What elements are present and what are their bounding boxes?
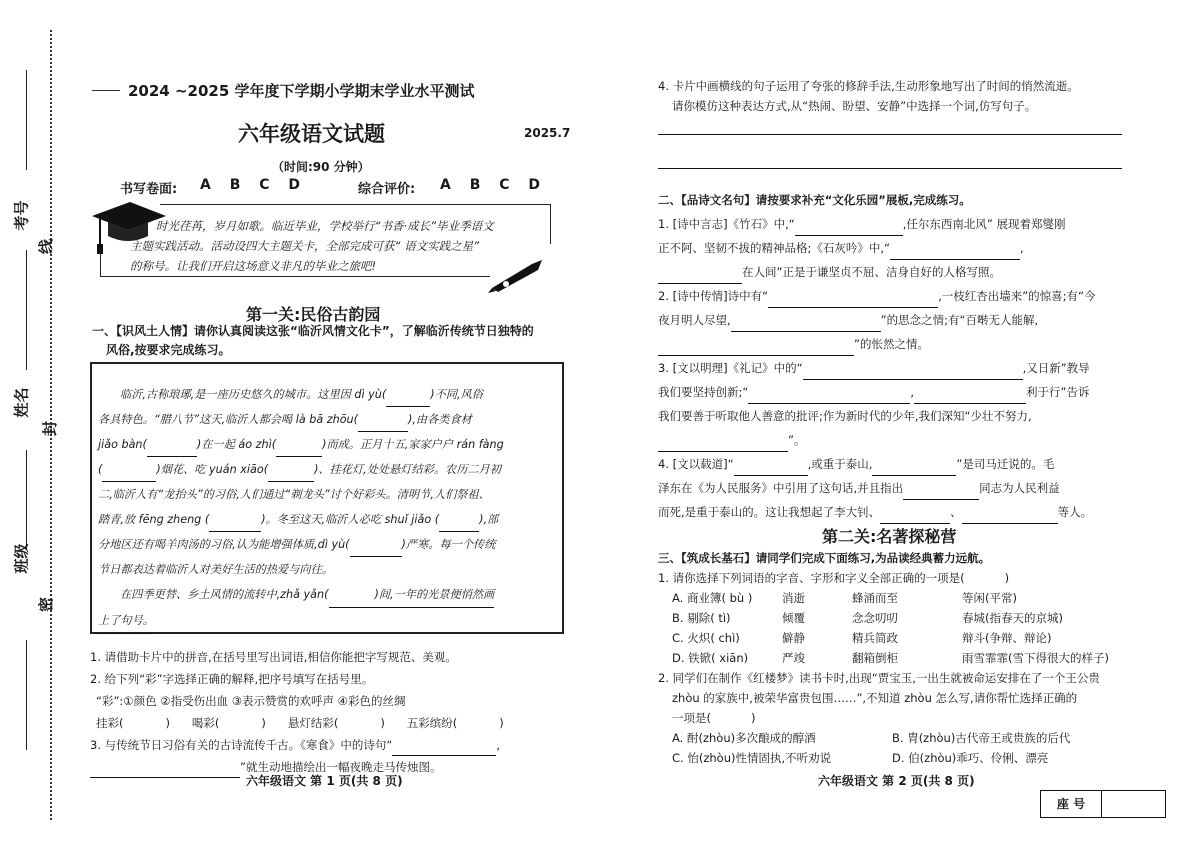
option-cell: 翻箱倒柜 — [852, 651, 898, 665]
option-cell: 念念叨叨 — [852, 611, 898, 625]
binding-seal-char: 密 — [37, 596, 56, 613]
exam-time-note: （时间:90 分钟） — [272, 160, 370, 174]
option-cell: 春城(指春天的京城) — [962, 611, 1063, 625]
writing-line[interactable] — [658, 168, 1122, 169]
intro-box-top — [160, 204, 550, 205]
intro-box-right — [550, 204, 551, 244]
subject-title: 六年级语文试题 — [238, 122, 385, 146]
class-label: 班级 — [12, 543, 31, 574]
question-3-2-line: 2. 同学们在制作《红楼梦》读书卡时,出现“贾宝玉,一出生就被命运安排在了一个王公贵 — [658, 671, 1100, 685]
intro-box-bottom — [100, 276, 490, 277]
binding-seal-char: 封 — [41, 420, 60, 437]
poetry-item: 3. [文以明理]《礼记》中的“ ,又日新”教导 — [658, 356, 1148, 380]
overall-score-grades: A B C D — [440, 177, 541, 193]
card-line: 各具特色。“腊八节”这天,临沂人都会喝 là bā zhōu( ),由各类食材 — [98, 407, 556, 432]
section2-title: 第二关:名著探秘营 — [822, 527, 957, 546]
option-cell: B. 胄(zhòu)古代帝王或贵族的后代 — [892, 731, 1071, 745]
question-4-line: 4. 卡片中画横线的句子运用了夸张的修辞手法,生动形象地写出了时间的悄然流逝。 — [658, 79, 1079, 93]
poetry-item: ”。 — [658, 428, 1148, 452]
answer-blank[interactable] — [350, 556, 402, 557]
poetry-item: ”的怅然之情。 — [658, 332, 1148, 356]
question1-intro — [92, 322, 562, 359]
question-3-2-line: zhòu 的家族中,被荣华富贵包围……”,不知道 zhòu 怎么写,请你帮忙选择正确的 — [672, 691, 1078, 705]
card-line: 节日都表达着临沂人对美好生活的热爱与向往。 — [98, 563, 333, 576]
option-cell: 严竣 — [782, 651, 805, 665]
page1-questions — [90, 646, 570, 778]
binding-solid-line — [26, 640, 27, 750]
option-cell: 精兵简政 — [852, 631, 898, 645]
poetry-item: 1. [诗中言志]《竹石》中,“ ,任尔东西南北风” 展现着郑燮刚 — [658, 212, 1148, 236]
option-cell: A. 酎(zhòu)多次酿成的醇酒 — [672, 731, 816, 745]
question-3-2-line: 一项是( ) — [672, 711, 756, 725]
card-line: 在四季更替、乡土风情的流转中,zhǎ yǎn( )间,一年的光景便悄然画 — [98, 582, 556, 608]
option-cell: D. 伯(zhòu)乖巧、伶俐、漂亮 — [892, 751, 1049, 765]
exam-title: 2024 ~2025 学年度下学期小学期末学业水平测试 — [128, 82, 475, 100]
intro-line: 时光荏苒，岁月如歌。临近毕业，学校举行“书香·成长”毕业季语文 — [156, 219, 494, 233]
answer-blank[interactable] — [962, 523, 1058, 524]
option-cell: D. 铁锨( xiān) — [672, 651, 749, 665]
option-cell: 倾覆 — [782, 611, 805, 625]
card-line: 二,临沂人有“龙抬头”的习俗,人们通过“剃龙头”讨个好彩头。清明节,人们祭祖、 — [98, 488, 490, 501]
card-line: 踏青,放 fēng zheng ( )。冬至这天,临沂人必吃 shuǐ jiǎo ( ),部 — [98, 507, 556, 532]
writing-line[interactable] — [658, 134, 1122, 135]
poetry-section — [658, 188, 1148, 524]
writing-score-label: 书写卷面: — [120, 182, 178, 197]
poetry-item: 在人间”正是于谦坚贞不屈、洁身自好的人格写照。 — [658, 260, 1148, 284]
intro-line: 主题实践活动。活动设四大主题关卡，全部完成可获“ 语文实践之星” — [130, 239, 480, 253]
binding-solid-line — [26, 250, 27, 370]
poetry-item: 我们要善于听取他人善意的批评;作为新时代的少年,我们深知“少壮不努力, — [658, 409, 1032, 423]
binding-solid-line — [26, 70, 27, 170]
binding-solid-line — [26, 450, 27, 550]
option-cell: 雨雪霏霏(雪下得很大的样子) — [962, 651, 1109, 665]
answer-blank[interactable] — [90, 777, 240, 778]
binding-seal-char: 线 — [37, 238, 56, 255]
option-cell: 等闲(平常) — [962, 591, 1017, 605]
classics-section — [658, 548, 1158, 768]
q32-options — [658, 728, 1158, 768]
exam-number-label: 考号 — [12, 200, 31, 231]
option-cell: C. 怡(zhòu)性情固执,不听劝说 — [672, 751, 832, 765]
poetry-item: 夜月明人尽望, ”的思念之情;有“百啭无人能解, — [658, 308, 1148, 332]
question-2-items: 挂彩( ) 喝彩( ) 悬灯结彩( ) 五彩缤纷( ) — [96, 716, 504, 730]
option-cell: 蜂涌而至 — [852, 591, 898, 605]
option-cell: 辩斗(争辩、辩论) — [962, 631, 1052, 645]
culture-card-text — [98, 382, 556, 634]
title-dash — [92, 90, 120, 91]
seat-number-label: 座 号 — [1041, 791, 1102, 817]
card-line: 分地区还有喝羊肉汤的习俗,认为能增强体质,dì yù( )严寒。每一个传统 — [98, 532, 556, 557]
intro-line: 的称号。让我们开启这场意义非凡的毕业之旅吧! — [130, 259, 377, 273]
underlined-sentence: 上了句号。 — [98, 608, 154, 634]
question-3-cont: ”就生动地描绘出一幅夜晚走马传烛图。 — [90, 756, 570, 778]
card-line: jiǎo bàn( )在一起 áo zhì( )而成。正月十五,家家户户 rán fàng — [98, 432, 556, 457]
question-1: 1. 请借助卡片中的拼音,在括号里写出词语,相信你能把字写规范、美观。 — [90, 650, 457, 664]
poetry-item: 2. [诗中传情]诗中有“ ,一枝红杏出墙来”的惊喜;有“今 — [658, 284, 1148, 308]
option-cell: C. 火炽( chì) — [672, 631, 740, 645]
question-4 — [658, 76, 1148, 116]
writing-score-grades: A B C D — [200, 177, 301, 193]
question1-intro-line: 风俗,按要求完成练习。 — [106, 342, 231, 357]
underlined-sentence: )间,一年的光景便悄然画 — [375, 582, 495, 608]
poetry-item: 正不阿、坚韧不拔的精神品格;《石灰吟》中,“ , — [658, 236, 1148, 260]
page2-footer: 六年级语文 第 2 页(共 8 页) — [818, 774, 975, 788]
option-cell: A. 商业簿( bù ) — [672, 591, 753, 605]
seat-number-box — [1040, 790, 1166, 818]
page1-footer: 六年级语文 第 1 页(共 8 页) — [246, 774, 403, 788]
poetry-item: 泽东在《为人民服务》中引用了这句话,并且指出 同志为人民利益 — [658, 476, 1148, 500]
option-cell: 消逝 — [782, 591, 805, 605]
card-line — [98, 608, 556, 634]
intro-box-left — [100, 250, 101, 276]
option-cell: B. 剔除( tì) — [672, 611, 731, 625]
question-4-line: 请你模仿这种表达方式,从“热闹、盼望、安静”中选择一个词,仿写句子。 — [672, 99, 1037, 113]
card-line: ( )烟花、吃 yuán xiāo( )、挂花灯,处处悬灯结彩。农历二月初 — [98, 457, 556, 482]
option-cell: 僻静 — [782, 631, 805, 645]
name-label: 姓名 — [12, 387, 31, 418]
q31-options — [658, 588, 1158, 668]
answer-blank[interactable] — [329, 607, 375, 608]
poetry-item: 4. [文以载道]“ ,或重于泰山, ”是司马迁说的。毛 — [658, 452, 1148, 476]
pen-icon — [486, 254, 552, 294]
overall-score-label: 综合评价: — [358, 182, 416, 197]
card-line: 临沂,古称琅琊,是一座历史悠久的城市。这里因 dì yù( )不同,风俗 — [98, 382, 556, 407]
question-2: 2. 给下列“彩”字选择正确的解释,把序号填写在括号里。 — [90, 672, 374, 686]
exam-date: 2025.7 — [524, 126, 571, 140]
section-2-intro: 二、【品诗文名句】请按要求补充“文化乐园”展板,完成练习。 — [658, 193, 971, 207]
question-3-1: 1. 请你选择下列词语的字音、字形和字义全部正确的一项是( ) — [658, 571, 1010, 585]
poetry-item: 我们要坚持创新;“ , 利于行”告诉 — [658, 380, 1148, 404]
section1-title: 第一关:民俗古韵园 — [246, 305, 381, 324]
seat-number-field[interactable] — [1102, 791, 1165, 817]
section-3-intro: 三、【筑成长基石】请同学们完成下面练习,为品读经典蓄力远航。 — [658, 551, 991, 565]
poetry-item: 而死,是重于泰山的。这让我想起了李大钊、 、 等人。 — [658, 500, 1148, 524]
question-3: 3. 与传统节日习俗有关的古诗流传千古。《寒食》中的诗句“ , — [90, 734, 570, 756]
question-2-options: “彩”:①颜色 ②指受伤出血 ③表示赞赏的欢呼声 ④彩色的丝绸 — [96, 694, 406, 708]
question1-intro-line: 一、【识风土人情】请你认真阅读这张“临沂风情文化卡”，了解临沂传统节日独特的 — [92, 324, 534, 338]
